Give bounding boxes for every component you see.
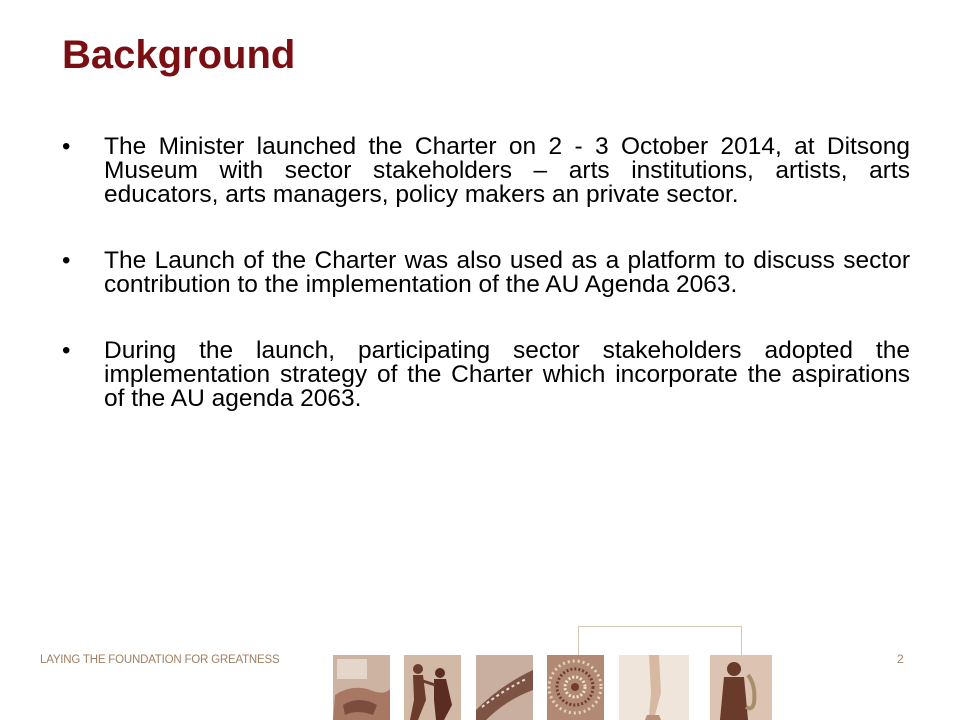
dancers-photo — [404, 655, 461, 720]
bullet-item — [62, 249, 910, 297]
bullet-item — [62, 135, 910, 207]
bullet-icon: • — [62, 337, 71, 364]
slide-title: Background — [62, 33, 296, 77]
bullet-icon: • — [62, 133, 71, 160]
bullet-text: During the launch, participating sector stakeholders adopted the implementation strategy of the Charter which incorporate the aspirations of the AU agenda 2063. — [104, 337, 910, 412]
film-reel-photo — [476, 655, 533, 720]
saxophone-player-photo — [710, 655, 772, 720]
bullet-item — [62, 339, 910, 411]
bullet-list — [62, 135, 910, 453]
bullet-text: The Launch of the Charter was also used as a platform to discuss sector contribution to the implementation of the AU Agenda 2063. — [104, 247, 910, 298]
ballet-feet-photo — [619, 655, 689, 720]
bullet-icon: • — [62, 247, 71, 274]
beadwork-photo — [547, 655, 604, 720]
hands-photo — [333, 655, 390, 720]
bullet-text: The Minister launched the Charter on 2 - 3 October 2014, at Ditsong Museum with sector stakeholders – arts institutions, artists, arts educators, arts managers, policy makers an private sector. — [104, 133, 910, 208]
page-number: 2 — [897, 652, 904, 666]
footer-image-strip — [333, 655, 960, 720]
footer-tagline: LAYING THE FOUNDATION FOR GREATNESS — [40, 654, 280, 666]
